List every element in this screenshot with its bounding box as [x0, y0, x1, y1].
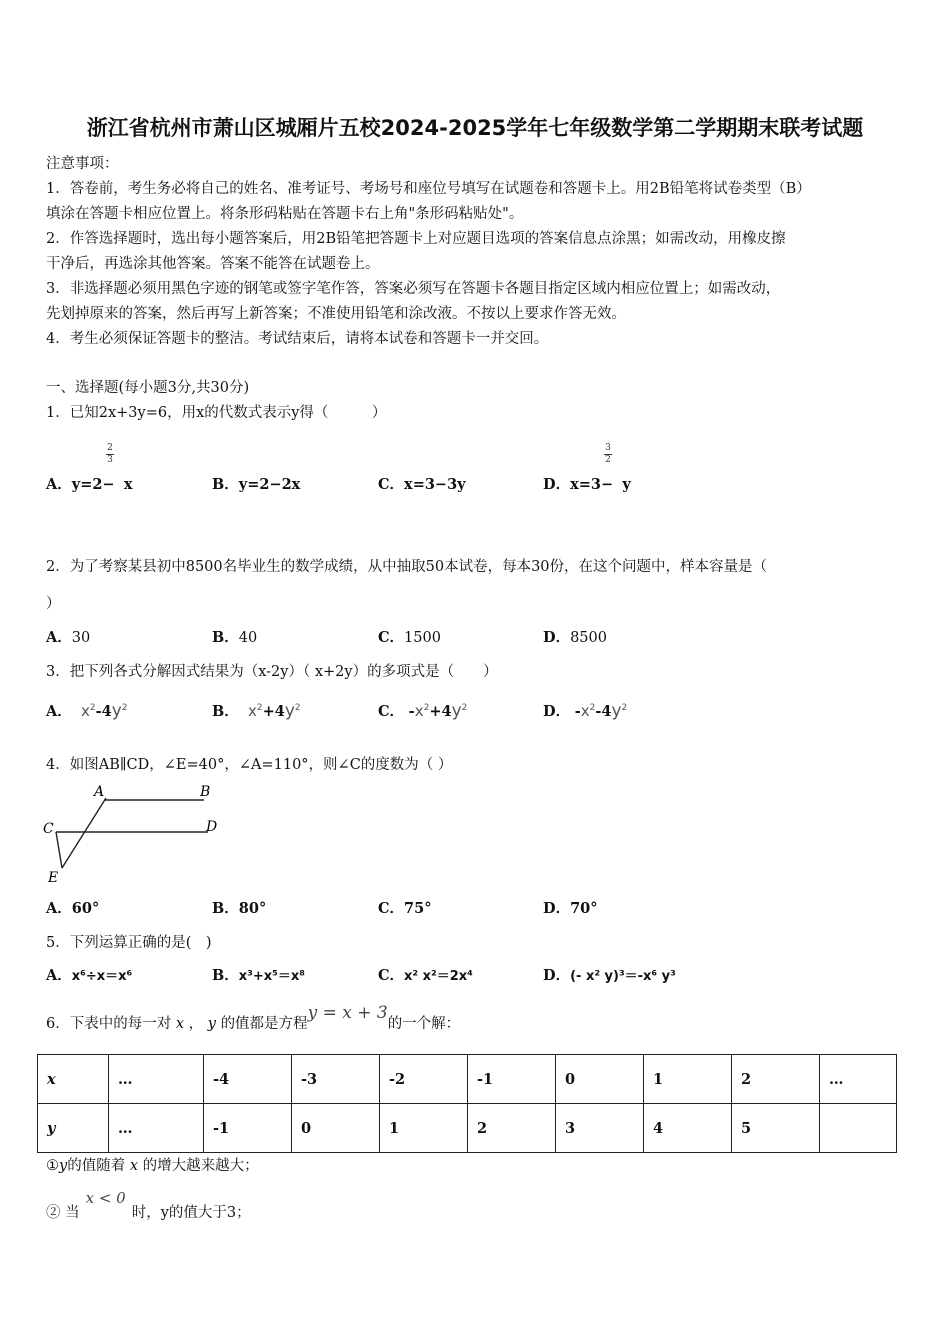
fraction-d: 3 2 — [605, 443, 611, 465]
table-cell: -1 — [468, 1055, 556, 1104]
question-2-stem-cont: ） — [46, 596, 61, 612]
notice-line: 先划掉原来的答案，然后再写上新答案；不准使用铅笔和涂改液。不按以上要求作答无效。 — [46, 306, 626, 322]
option-2a[interactable]: A．30 — [46, 629, 91, 646]
statement-2: ② 当x < 0时，y的值大于3； — [46, 1189, 251, 1221]
option-4b[interactable]: B．80° — [212, 900, 267, 917]
option-3d[interactable]: D． $-x^2-4y^2$ — [543, 701, 628, 721]
option-3b[interactable]: B． $x^2+4y^2$ — [212, 701, 301, 721]
option-5c[interactable]: C．x² x²＝2x⁴ — [378, 967, 473, 984]
table-row — [38, 1055, 897, 1104]
table-cell — [820, 1104, 897, 1153]
notice-line: 干净后，再选涂其他答案。答案不能答在试题卷上。 — [46, 256, 380, 272]
table-cell: … — [820, 1055, 897, 1104]
table-cell: x — [38, 1055, 109, 1104]
notice-line: 1．答卷前，考生务必将自己的姓名、准考证号、考场号和座位号填写在试题卷和答题卡上。用2B铅笔将试卷类型（B） — [46, 181, 811, 197]
table-cell: 0 — [556, 1055, 644, 1104]
question-1-stem: 1．已知2x+3y=6，用x的代数式表示y得（ ） — [46, 405, 387, 421]
option-2d[interactable]: D．8500 — [543, 629, 607, 646]
question-6-stem: 6．下表中的每一对 x ， y 的值都是方程y = x + 3的一个解： — [46, 1003, 461, 1032]
notice-line: 填涂在答题卡相应位置上。将条形码粘贴在答题卡右上角"条形码粘贴处"。 — [46, 206, 524, 222]
option-5a[interactable]: A．x⁶÷x＝x⁶ — [46, 967, 133, 984]
table-cell: 4 — [644, 1104, 732, 1153]
label-d: D — [206, 819, 218, 835]
label-b: B — [200, 784, 211, 800]
option-1d[interactable]: D．x=3− y — [543, 476, 631, 493]
option-4a[interactable]: A．60° — [46, 900, 100, 917]
option-4d[interactable]: D．70° — [543, 900, 598, 917]
option-2b[interactable]: B．40 — [212, 629, 258, 646]
table-cell: 2 — [732, 1055, 820, 1104]
equation: y = x + 3 — [307, 1003, 388, 1023]
notice-line: 3．非选择题必须用黑色字迹的钢笔或签字笔作答，答案必须写在答题卡各题目指定区域内相应位置上；如需改动， — [46, 281, 781, 297]
fraction-a: 2 3 — [107, 443, 113, 465]
option-3c[interactable]: C． $-x^2+4y^2$ — [378, 701, 468, 721]
line-ce — [56, 832, 62, 868]
table-cell: -3 — [292, 1055, 380, 1104]
table-cell: 0 — [292, 1104, 380, 1153]
table-cell: -4 — [204, 1055, 292, 1104]
option-5d[interactable]: D．(- x² y)³＝-x⁶ y³ — [543, 967, 676, 984]
option-1c[interactable]: C．x=3−3y — [378, 476, 466, 493]
table-cell: 3 — [556, 1104, 644, 1153]
table-cell: … — [109, 1104, 204, 1153]
notice-line: 2．作答选择题时，选出每小题答案后，用2B铅笔把答题卡上对应题目选项的答案信息点涂黑；如需改动，用橡皮擦 — [46, 231, 786, 247]
question-4-stem: 4．如图AB∥CD，∠E=40°，∠A=110°，则∠C的度数为（ ） — [46, 757, 453, 773]
table-cell: 1 — [380, 1104, 468, 1153]
question-5-stem: 5．下列运算正确的是( ) — [46, 935, 212, 951]
notice-line: 4．考生必须保证答题卡的整洁。考试结束后，请将本试卷和答题卡一并交回。 — [46, 331, 549, 347]
table-row — [38, 1104, 897, 1153]
question-2-stem: 2．为了考察某县初中8500名毕业生的数学成绩，从中抽取50本试卷，每本30份，在这个问题中，样本容量是（ — [46, 559, 768, 575]
page-title: 浙江省杭州市萧山区城厢片五校2024-2025学年七年级数学第二学期期末联考试题 — [86, 116, 864, 140]
statement-1: ①y的值随着 x 的增大越来越大； — [46, 1158, 259, 1174]
table-cell: y — [38, 1104, 109, 1153]
table-cell: 5 — [732, 1104, 820, 1153]
notice-heading: 注意事项： — [46, 156, 119, 172]
value-table — [37, 1054, 897, 1153]
label-a: A — [94, 784, 105, 800]
option-5b[interactable]: B．x³+x⁵＝x⁸ — [212, 967, 305, 984]
question-3-stem: 3．把下列各式分解因式结果为（x-2y）（ x+2y）的多项式是（ ） — [46, 664, 498, 680]
condition: x < 0 — [85, 1189, 126, 1207]
table-cell: 1 — [644, 1055, 732, 1104]
option-2c[interactable]: C．1500 — [378, 629, 441, 646]
table-cell: -2 — [380, 1055, 468, 1104]
line-ea — [62, 798, 106, 868]
option-4c[interactable]: C．75° — [378, 900, 432, 917]
table-cell: 2 — [468, 1104, 556, 1153]
label-c: C — [43, 821, 54, 837]
option-1a[interactable]: A．y=2− x — [46, 476, 133, 493]
label-e: E — [48, 870, 59, 886]
table-cell: … — [109, 1055, 204, 1104]
option-1b[interactable]: B．y=2−2x — [212, 476, 301, 493]
geometry-figure — [40, 778, 230, 888]
table-cell: -1 — [204, 1104, 292, 1153]
section-heading: 一、选择题(每小题3分,共30分) — [46, 380, 250, 396]
option-3a[interactable]: A． $x^2-4y^2$ — [46, 701, 128, 721]
